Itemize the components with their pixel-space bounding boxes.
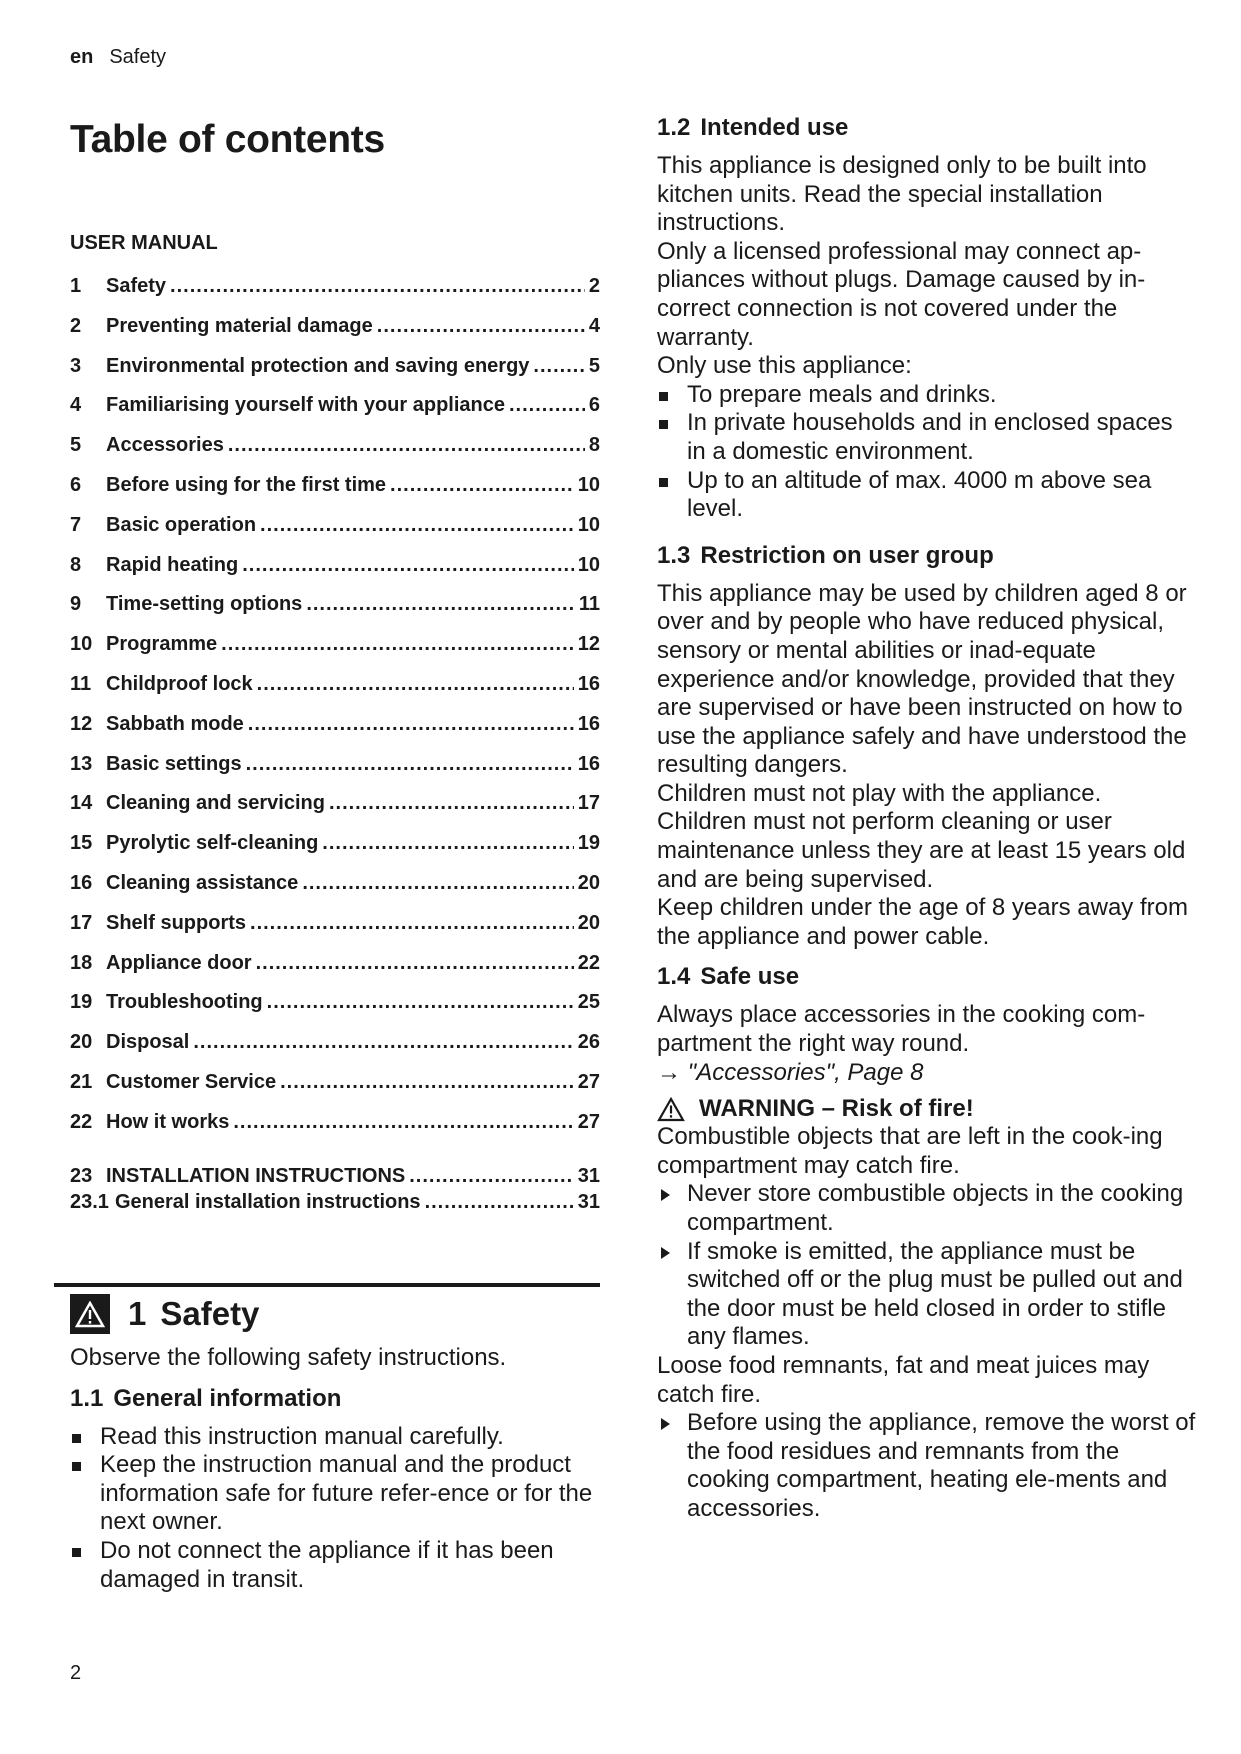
toc-entry[interactable] bbox=[70, 585, 600, 625]
subsection-number: 1.1 bbox=[70, 1384, 104, 1412]
toc-entry-number: 16 bbox=[70, 871, 93, 894]
toc-entry[interactable] bbox=[70, 506, 600, 546]
toc-entry-label: Basic settings bbox=[106, 752, 242, 775]
toc-entry[interactable] bbox=[70, 944, 600, 984]
toc-entry-page: 20 bbox=[577, 911, 600, 934]
safety-body-left bbox=[70, 1344, 600, 1594]
toc-entry-page: 16 bbox=[577, 712, 600, 735]
toc-entry[interactable] bbox=[70, 1189, 600, 1215]
toc-entry[interactable] bbox=[70, 426, 600, 466]
toc-entry-page: 10 bbox=[577, 473, 600, 496]
toc-entry-page: 12 bbox=[577, 633, 600, 656]
toc-entry-number: 6 bbox=[70, 473, 82, 496]
toc-entry-number: 11 bbox=[70, 672, 92, 695]
toc-entry-page: 5 bbox=[588, 354, 600, 377]
toc-entry[interactable] bbox=[70, 307, 600, 347]
safety-intro: Observe the following safety instructions. bbox=[70, 1344, 507, 1371]
toc-entry-page: 20 bbox=[577, 871, 600, 894]
language-code: en bbox=[70, 46, 94, 68]
toc-leader-dots bbox=[390, 466, 574, 506]
toc-entry[interactable] bbox=[70, 1023, 600, 1063]
toc-entry-label: How it works bbox=[106, 1110, 230, 1133]
toc-entry-number: 21 bbox=[70, 1070, 93, 1093]
toc-entry-label: INSTALLATION INSTRUCTIONS bbox=[106, 1164, 406, 1187]
toc-leader-dots bbox=[256, 944, 574, 984]
intended-use-list bbox=[657, 381, 1197, 524]
toc-entry-label: Childproof lock bbox=[106, 672, 253, 695]
toc-entry-label: Pyrolytic self-cleaning bbox=[106, 832, 319, 855]
toc-entry-label: Accessories bbox=[106, 434, 224, 457]
toc-entry-page: 16 bbox=[577, 752, 600, 775]
toc-entry-number: 7 bbox=[70, 513, 82, 536]
section-rule bbox=[54, 1283, 600, 1287]
subsection-number: 1.4 bbox=[657, 963, 691, 991]
toc-entry-page: 2 bbox=[588, 275, 600, 297]
subsection-title: General information bbox=[113, 1384, 342, 1412]
toc-title: Table of contents bbox=[70, 118, 385, 161]
toc-entry[interactable] bbox=[70, 745, 600, 785]
toc-entry-number: 1 bbox=[70, 275, 82, 297]
toc-list bbox=[70, 267, 600, 1143]
warning-heading bbox=[657, 1095, 1197, 1123]
toc-leader-dots bbox=[302, 864, 573, 904]
toc-entry-number: 4 bbox=[70, 394, 82, 417]
toc-entry-label: Time-setting options bbox=[106, 593, 303, 616]
toc-leader-dots bbox=[242, 546, 574, 586]
toc-entry[interactable] bbox=[70, 665, 600, 705]
header-section: Safety bbox=[109, 46, 167, 68]
toc-leader-dots bbox=[248, 705, 574, 745]
section-number: 1 bbox=[128, 1295, 147, 1332]
warning-text: WARNING – Risk of fire! bbox=[699, 1095, 974, 1123]
paragraph: This appliance may be used by children aged 8 or over and by people who have reduced physical, sensory or mental abilities or inad-equate experience and/or knowledge, provided that they are supervised or have been instructed on how to use the appliance safely and have understood the resulting dangers. bbox=[657, 579, 1187, 779]
subsection-heading-1-1 bbox=[70, 1385, 600, 1413]
paragraph: Children must not perform cleaning or user maintenance unless they are at least 15 years old and are being supervised. bbox=[657, 808, 1186, 893]
toc-entry-page: 4 bbox=[588, 314, 600, 337]
toc-entry-page: 26 bbox=[577, 1031, 600, 1054]
list-item: In private households and in enclosed spaces in a domestic environment. bbox=[657, 409, 1197, 466]
toc-entry-label: Cleaning assistance bbox=[106, 871, 299, 894]
toc-entry[interactable] bbox=[70, 864, 600, 904]
toc-leader-dots bbox=[193, 1023, 573, 1063]
running-header bbox=[70, 46, 166, 69]
toc-entry[interactable] bbox=[70, 1063, 600, 1103]
toc-entry-label: Appliance door bbox=[106, 951, 252, 974]
toc-entry[interactable] bbox=[70, 347, 600, 387]
toc-entry[interactable] bbox=[70, 1163, 600, 1189]
toc-entry-number: 15 bbox=[70, 832, 93, 855]
toc-entry-page: 22 bbox=[577, 951, 600, 974]
toc-entry-label: Basic operation bbox=[106, 513, 257, 536]
toc-entry-page: 25 bbox=[577, 991, 600, 1014]
right-column bbox=[657, 114, 1197, 1524]
toc-entry-label: General installation instructions bbox=[114, 1190, 421, 1213]
toc-leader-dots bbox=[228, 426, 585, 466]
subsection-title: Safe use bbox=[700, 963, 800, 991]
toc-entry-number: 22 bbox=[70, 1110, 93, 1133]
toc-leader-dots bbox=[329, 784, 574, 824]
paragraph: Only use this appliance: bbox=[657, 352, 912, 380]
toc-entry-page: 17 bbox=[577, 792, 600, 815]
warning-triangle-icon bbox=[657, 1097, 685, 1122]
toc-section-label: USER MANUAL bbox=[70, 232, 218, 254]
warning-box-icon bbox=[70, 1294, 110, 1334]
toc-entry-label: Familiarising yourself with your appliance bbox=[106, 394, 505, 417]
toc-entry-page: 27 bbox=[577, 1110, 600, 1133]
toc-entry-number: 12 bbox=[70, 712, 93, 735]
toc-entry-number: 17 bbox=[70, 911, 93, 934]
toc-entry[interactable] bbox=[70, 546, 600, 586]
paragraph: Only a licensed professional may connect ap-pliances without plugs. Damage caused by in-correct connection is not covered under the warranty. bbox=[657, 237, 1146, 351]
toc-install-list bbox=[70, 1163, 600, 1215]
toc-entry-number: 23 bbox=[70, 1164, 93, 1187]
toc-entry[interactable] bbox=[70, 386, 600, 426]
toc-entry-label: Preventing material damage bbox=[106, 314, 373, 337]
toc-entry-label: Shelf supports bbox=[106, 911, 247, 934]
toc-leader-dots bbox=[425, 1189, 574, 1215]
toc-entry[interactable] bbox=[70, 705, 600, 745]
action-item: Never store combustible objects in the cooking compartment. bbox=[657, 1180, 1197, 1237]
toc-entry[interactable] bbox=[70, 466, 600, 506]
toc-entry-page: 10 bbox=[577, 553, 600, 576]
toc-leader-dots bbox=[409, 1163, 574, 1189]
toc-leader-dots bbox=[170, 267, 585, 307]
action-list bbox=[657, 1409, 1197, 1523]
toc-entry-number: 13 bbox=[70, 752, 93, 775]
toc-entry-page: 31 bbox=[577, 1164, 600, 1187]
toc-entry-page: 16 bbox=[577, 672, 600, 695]
action-item: If smoke is emitted, the appliance must be switched off or the plug must be pulled out and the door must be held closed in order to stifle any flames. bbox=[657, 1238, 1197, 1352]
toc-entry-page: 6 bbox=[588, 394, 600, 417]
toc-entry-number: 8 bbox=[70, 553, 82, 576]
page-number: 2 bbox=[70, 1662, 82, 1684]
toc-entry-number: 9 bbox=[70, 593, 82, 616]
toc-entry-number: 18 bbox=[70, 951, 93, 974]
subsection-title: Restriction on user group bbox=[700, 541, 994, 569]
toc-entry[interactable] bbox=[70, 1103, 600, 1143]
paragraph: Always place accessories in the cooking com-partment the right way round. bbox=[657, 1001, 1146, 1058]
paragraph: Children must not play with the appliance. bbox=[657, 779, 1102, 807]
action-item: Before using the appliance, remove the worst of the food residues and remnants from the cooking compartment, heating ele-ments and accessories. bbox=[657, 1409, 1197, 1523]
cross-reference[interactable]: → "Accessories", Page 8 bbox=[657, 1058, 924, 1086]
toc-entry-page: 19 bbox=[577, 832, 600, 855]
toc-leader-dots bbox=[246, 745, 574, 785]
toc-entry[interactable] bbox=[70, 824, 600, 864]
toc-entry-label: Before using for the first time bbox=[106, 473, 387, 496]
toc-entry[interactable] bbox=[70, 784, 600, 824]
toc-entry-page: 11 bbox=[578, 593, 600, 616]
toc-leader-dots bbox=[260, 506, 574, 546]
list-item: Do not connect the appliance if it has been damaged in transit. bbox=[70, 1537, 600, 1594]
general-info-list bbox=[70, 1423, 600, 1595]
toc-entry-number: 5 bbox=[70, 434, 82, 457]
toc-leader-dots bbox=[280, 1063, 574, 1103]
toc-entry-label: Environmental protection and saving energy bbox=[106, 354, 530, 377]
toc-entry-label: Troubleshooting bbox=[106, 991, 263, 1014]
toc-leader-dots bbox=[233, 1103, 573, 1143]
subsection-heading-1-4 bbox=[657, 963, 1197, 991]
toc-leader-dots bbox=[221, 625, 574, 665]
left-column bbox=[70, 110, 600, 1215]
safety-heading bbox=[70, 1294, 259, 1334]
toc-entry-number: 23.1 bbox=[70, 1190, 109, 1213]
action-list bbox=[657, 1180, 1197, 1352]
toc-entry-label: Customer Service bbox=[106, 1070, 277, 1093]
toc-entry-label: Cleaning and servicing bbox=[106, 792, 325, 815]
toc-entry-page: 8 bbox=[588, 434, 600, 457]
toc-leader-dots bbox=[377, 307, 585, 347]
toc-leader-dots bbox=[509, 386, 585, 426]
subsection-number: 1.2 bbox=[657, 114, 691, 141]
toc-entry-number: 2 bbox=[70, 314, 82, 337]
toc-leader-dots bbox=[267, 983, 574, 1023]
toc-entry-number: 20 bbox=[70, 1031, 93, 1054]
paragraph: Combustible objects that are left in the cook-ing compartment may catch fire. bbox=[657, 1123, 1163, 1179]
toc-entry[interactable] bbox=[70, 267, 600, 307]
subsection-number: 1.3 bbox=[657, 541, 691, 569]
toc-entry-label: Safety bbox=[106, 275, 167, 297]
toc-leader-dots bbox=[306, 585, 575, 625]
list-item: Keep the instruction manual and the product information safe for future refer-ence or for the next owner. bbox=[70, 1451, 600, 1537]
paragraph: Loose food remnants, fat and meat juices may catch fire. bbox=[657, 1351, 1150, 1408]
toc-entry-page: 31 bbox=[577, 1190, 600, 1213]
list-item: Up to an altitude of max. 4000 m above sea level. bbox=[657, 467, 1197, 524]
toc-entry[interactable] bbox=[70, 904, 600, 944]
list-item: Read this instruction manual carefully. bbox=[70, 1423, 600, 1452]
section-title: Safety bbox=[160, 1295, 260, 1332]
toc-entry[interactable] bbox=[70, 983, 600, 1023]
toc-entry-number: 3 bbox=[70, 354, 82, 377]
toc-entry-page: 27 bbox=[577, 1070, 600, 1093]
toc-leader-dots bbox=[533, 347, 584, 387]
list-item: To prepare meals and drinks. bbox=[657, 381, 1197, 410]
subsection-heading-1-3 bbox=[657, 542, 1197, 570]
subsection-heading-1-2 bbox=[657, 114, 1197, 142]
toc-entry[interactable] bbox=[70, 625, 600, 665]
toc-entry-number: 10 bbox=[70, 633, 93, 656]
toc-leader-dots bbox=[257, 665, 574, 705]
toc-entry-label: Disposal bbox=[106, 1031, 190, 1054]
toc-entry-number: 19 bbox=[70, 991, 93, 1014]
toc-leader-dots bbox=[250, 904, 574, 944]
toc-leader-dots bbox=[322, 824, 573, 864]
subsection-title: Intended use bbox=[700, 114, 849, 141]
paragraph: This appliance is designed only to be built into kitchen units. Read the special installation instructions. bbox=[657, 152, 1147, 237]
toc-entry-label: Rapid heating bbox=[106, 553, 239, 576]
toc-entry-label: Programme bbox=[106, 633, 218, 656]
toc-entry-label: Sabbath mode bbox=[106, 712, 244, 735]
toc-entry-number: 14 bbox=[70, 792, 93, 815]
paragraph: Keep children under the age of 8 years away from the appliance and power cable. bbox=[657, 894, 1188, 950]
toc-entry-page: 10 bbox=[577, 513, 600, 536]
